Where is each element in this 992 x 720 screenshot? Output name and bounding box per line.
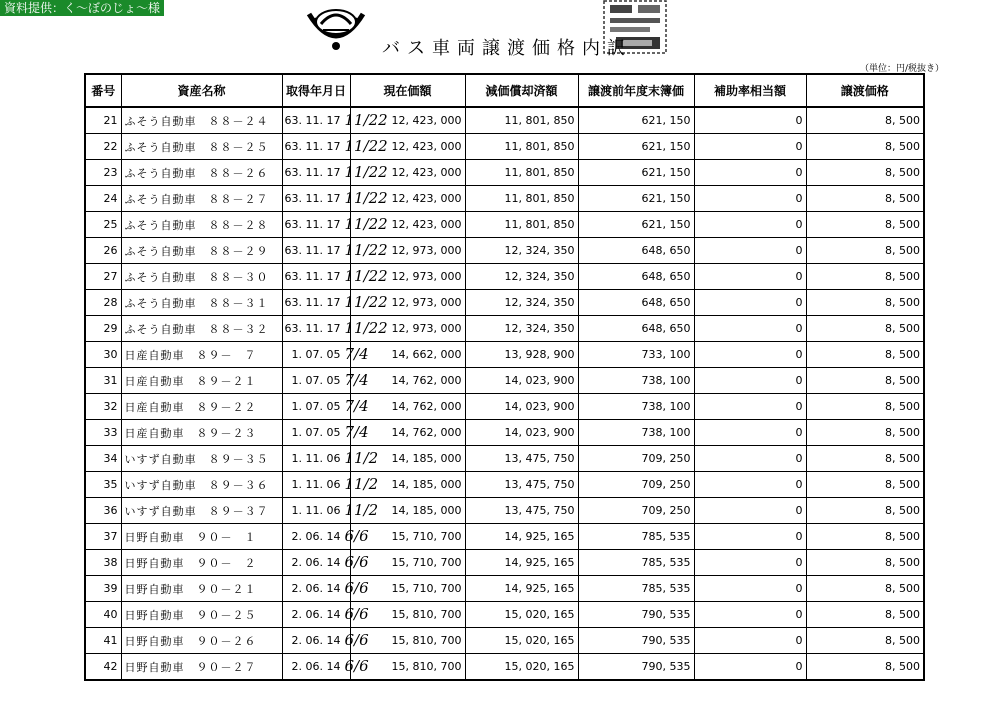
row-date-text: 1. 07. 05 [291,374,341,387]
row-depreciation: 14, 925, 165 [465,550,578,576]
table-row [85,654,924,681]
document-title: バス車両譲渡価格内訳 [382,38,632,59]
row-subsidy: 0 [694,290,806,316]
row-no: 39 [85,576,121,602]
row-no: 26 [85,238,121,264]
row-subsidy: 0 [694,394,806,420]
row-no: 27 [85,264,121,290]
handwritten-note: 11/22 [344,293,388,311]
table-row [85,264,924,290]
row-date-text: 2. 06. 14 [291,582,341,595]
row-asset-name: 日産自動車 ８９－ ７ [121,342,282,368]
row-asset-name: 日産自動車 ８９－２１ [121,368,282,394]
table-row [85,316,924,342]
row-current-value: 14, 185, 000 [350,446,465,472]
handwritten-note: 11/22 [344,163,388,181]
row-asset-name: 日野自動車 ９０－ ２ [121,550,282,576]
row-current-value: 14, 762, 000 [350,368,465,394]
row-subsidy: 0 [694,446,806,472]
row-date-text: 63. 11. 17 [284,114,341,127]
handwritten-note: 7/4 [344,371,369,389]
row-transfer-price: 8, 500 [806,316,924,342]
row-date-text: 1. 11. 06 [291,452,341,465]
row-current-value: 14, 762, 000 [350,420,465,446]
row-depreciation: 12, 324, 350 [465,238,578,264]
table-row [85,238,924,264]
row-current-value: 14, 185, 000 [350,472,465,498]
row-transfer-price: 8, 500 [806,186,924,212]
row-acquired-date [282,472,379,498]
row-date-text: 63. 11. 17 [284,244,341,257]
row-book-value: 790, 535 [578,628,694,654]
handwritten-note: 6/6 [344,657,369,675]
row-book-value: 738, 100 [578,368,694,394]
row-subsidy: 0 [694,160,806,186]
row-transfer-price: 8, 500 [806,550,924,576]
row-asset-name: ふそう自動車 ８８－３０ [121,264,282,290]
row-current-value: 14, 185, 000 [350,498,465,524]
row-date-text: 2. 06. 14 [291,556,341,569]
row-depreciation: 15, 020, 165 [465,602,578,628]
row-acquired-date [282,134,388,160]
handwritten-note: 11/22 [344,241,388,259]
row-asset-name: 日野自動車 ９０－ １ [121,524,282,550]
row-date-text: 63. 11. 17 [284,140,341,153]
row-acquired-date [282,628,369,654]
handwritten-note: 6/6 [344,527,369,545]
handwritten-note: 6/6 [344,605,369,623]
row-subsidy: 0 [694,654,806,681]
row-acquired-date [282,290,388,316]
row-book-value: 621, 150 [578,134,694,160]
handwritten-note: 7/4 [344,345,369,363]
row-acquired-date [282,550,369,576]
row-depreciation: 12, 324, 350 [465,290,578,316]
table-row [85,550,924,576]
row-acquired-date [282,602,369,628]
handwritten-note: 11/22 [344,267,388,285]
row-asset-name: 日野自動車 ９０－２７ [121,654,282,681]
row-transfer-price: 8, 500 [806,602,924,628]
row-depreciation: 11, 801, 850 [465,212,578,238]
row-date-text: 2. 06. 14 [291,608,341,621]
row-transfer-price: 8, 500 [806,134,924,160]
table-row [85,420,924,446]
handwritten-note: 6/6 [344,631,369,649]
row-acquired-date [282,212,388,238]
row-acquired-date [282,368,369,394]
row-acquired-date [282,160,388,186]
row-no: 34 [85,446,121,472]
row-no: 35 [85,472,121,498]
row-current-value: 12, 973, 000 [350,264,465,290]
row-subsidy: 0 [694,576,806,602]
row-date-text: 2. 06. 14 [291,634,341,647]
row-asset-name: 日野自動車 ９０－２６ [121,628,282,654]
row-depreciation: 15, 020, 165 [465,654,578,681]
row-subsidy: 0 [694,628,806,654]
row-date-text: 63. 11. 17 [284,270,341,283]
row-asset-name: 日野自動車 ９０－２１ [121,576,282,602]
row-current-value: 12, 973, 000 [350,290,465,316]
row-date-text: 63. 11. 17 [284,192,341,205]
row-acquired-date [282,107,388,134]
row-subsidy: 0 [694,186,806,212]
row-book-value: 648, 650 [578,264,694,290]
row-no: 21 [85,107,121,134]
row-transfer-price: 8, 500 [806,654,924,681]
row-date-text: 63. 11. 17 [284,322,341,335]
table-header-row [85,74,924,107]
row-depreciation: 12, 324, 350 [465,264,578,290]
header-no: 番号 [85,74,121,107]
row-depreciation: 13, 475, 750 [465,498,578,524]
row-date-text: 1. 11. 06 [291,504,341,517]
row-asset-name: ふそう自動車 ８８－２５ [121,134,282,160]
row-transfer-price: 8, 500 [806,394,924,420]
row-book-value: 621, 150 [578,160,694,186]
row-book-value: 621, 150 [578,212,694,238]
row-current-value: 12, 973, 000 [350,238,465,264]
row-current-value: 12, 423, 000 [350,186,465,212]
row-acquired-date [282,498,379,524]
row-subsidy: 0 [694,420,806,446]
row-acquired-date [282,654,369,681]
handwritten-note: 6/6 [344,579,369,597]
row-date-text: 2. 06. 14 [291,530,341,543]
row-transfer-price: 8, 500 [806,446,924,472]
table-row [85,524,924,550]
row-depreciation: 11, 801, 850 [465,107,578,134]
handwritten-note: 11/22 [344,215,388,233]
row-current-value: 15, 710, 700 [350,550,465,576]
row-current-value: 14, 762, 000 [350,394,465,420]
table-row [85,446,924,472]
table-row [85,394,924,420]
row-subsidy: 0 [694,368,806,394]
row-no: 37 [85,524,121,550]
row-transfer-price: 8, 500 [806,472,924,498]
unit-note: （単位：円/税抜き） [859,64,944,74]
row-acquired-date [282,316,388,342]
row-subsidy: 0 [694,238,806,264]
row-asset-name: 日野自動車 ９０－２５ [121,602,282,628]
row-no: 25 [85,212,121,238]
row-book-value: 621, 150 [578,107,694,134]
row-asset-name: いすず自動車 ８９－３７ [121,498,282,524]
row-subsidy: 0 [694,107,806,134]
row-book-value: 790, 535 [578,602,694,628]
row-no: 29 [85,316,121,342]
handwritten-note: 11/2 [344,449,379,467]
row-current-value: 12, 423, 000 [350,107,465,134]
handwritten-note: 11/2 [344,501,379,519]
row-depreciation: 13, 475, 750 [465,472,578,498]
row-acquired-date [282,186,388,212]
row-asset-name: ふそう自動車 ８８－２８ [121,212,282,238]
row-no: 22 [85,134,121,160]
row-depreciation: 14, 023, 900 [465,368,578,394]
row-date-text: 1. 11. 06 [291,478,341,491]
row-current-value: 12, 973, 000 [350,316,465,342]
row-subsidy: 0 [694,472,806,498]
row-depreciation: 14, 023, 900 [465,420,578,446]
row-depreciation: 14, 925, 165 [465,576,578,602]
row-current-value: 15, 710, 700 [350,576,465,602]
row-depreciation: 13, 475, 750 [465,446,578,472]
table-row [85,107,924,134]
table-row [85,472,924,498]
row-transfer-price: 8, 500 [806,368,924,394]
row-subsidy: 0 [694,316,806,342]
row-no: 32 [85,394,121,420]
row-current-value: 15, 810, 700 [350,654,465,681]
row-depreciation: 12, 324, 350 [465,316,578,342]
row-date-text: 2. 06. 14 [291,660,341,673]
row-acquired-date [282,576,369,602]
row-no: 36 [85,498,121,524]
row-no: 33 [85,420,121,446]
handwritten-note: 11/22 [344,189,388,207]
row-date-text: 1. 07. 05 [291,348,341,361]
row-depreciation: 11, 801, 850 [465,186,578,212]
handwritten-note: 11/22 [344,137,388,155]
row-acquired-date [282,238,388,264]
row-no: 24 [85,186,121,212]
handwritten-note: 11/22 [344,319,388,337]
row-subsidy: 0 [694,342,806,368]
table-row [85,134,924,160]
row-book-value: 790, 535 [578,654,694,681]
row-book-value: 733, 100 [578,342,694,368]
row-asset-name: ふそう自動車 ８８－３２ [121,316,282,342]
row-asset-name: ふそう自動車 ８８－２９ [121,238,282,264]
row-asset-name: ふそう自動車 ８８－２４ [121,107,282,134]
row-subsidy: 0 [694,550,806,576]
table-row [85,160,924,186]
row-subsidy: 0 [694,212,806,238]
row-acquired-date [282,342,369,368]
table-row [85,602,924,628]
row-depreciation: 14, 925, 165 [465,524,578,550]
row-acquired-date [282,446,379,472]
table-row [85,628,924,654]
row-book-value: 785, 535 [578,524,694,550]
row-date-text: 63. 11. 17 [284,296,341,309]
header-subsidy: 補助率相当額 [694,74,806,107]
row-asset-name: いすず自動車 ８９－３６ [121,472,282,498]
table-row [85,342,924,368]
row-transfer-price: 8, 500 [806,524,924,550]
row-book-value: 648, 650 [578,238,694,264]
bus-transfer-price-table [84,73,925,681]
source-credit-label: 資料提供：く～ぼのじょ～様 [0,0,164,16]
row-transfer-price: 8, 500 [806,498,924,524]
row-asset-name: いすず自動車 ８９－３５ [121,446,282,472]
row-no: 23 [85,160,121,186]
row-no: 42 [85,654,121,681]
table-row [85,212,924,238]
row-no: 38 [85,550,121,576]
row-no: 31 [85,368,121,394]
row-current-value: 14, 662, 000 [350,342,465,368]
row-transfer-price: 8, 500 [806,160,924,186]
row-asset-name: ふそう自動車 ８８－２６ [121,160,282,186]
header-depreciation: 減価償却済額 [465,74,578,107]
row-transfer-price: 8, 500 [806,212,924,238]
header-name: 資産名称 [121,74,282,107]
table-row [85,498,924,524]
seal-emblem-icon [303,0,369,58]
handwritten-note: 6/6 [344,553,369,571]
row-asset-name: ふそう自動車 ８８－３１ [121,290,282,316]
header-book-value: 譲渡前年度末簿価 [578,74,694,107]
handwritten-note: 7/4 [344,423,369,441]
row-depreciation: 11, 801, 850 [465,160,578,186]
row-no: 28 [85,290,121,316]
row-book-value: 709, 250 [578,472,694,498]
row-current-value: 15, 710, 700 [350,524,465,550]
row-book-value: 785, 535 [578,550,694,576]
row-book-value: 648, 650 [578,290,694,316]
row-date-text: 63. 11. 17 [284,166,341,179]
row-transfer-price: 8, 500 [806,576,924,602]
row-subsidy: 0 [694,264,806,290]
handwritten-note: 11/22 [344,111,388,129]
row-book-value: 709, 250 [578,498,694,524]
row-book-value: 648, 650 [578,316,694,342]
row-current-value: 12, 423, 000 [350,134,465,160]
row-transfer-price: 8, 500 [806,420,924,446]
row-acquired-date [282,264,388,290]
row-asset-name: 日産自動車 ８９－２２ [121,394,282,420]
row-depreciation: 14, 023, 900 [465,394,578,420]
row-current-value: 12, 423, 000 [350,160,465,186]
row-transfer-price: 8, 500 [806,342,924,368]
header-current-value: 現在価額 [350,74,465,107]
row-depreciation: 11, 801, 850 [465,134,578,160]
row-subsidy: 0 [694,134,806,160]
row-depreciation: 15, 020, 165 [465,628,578,654]
row-transfer-price: 8, 500 [806,107,924,134]
row-no: 40 [85,602,121,628]
row-book-value: 738, 100 [578,394,694,420]
row-subsidy: 0 [694,524,806,550]
row-book-value: 621, 150 [578,186,694,212]
row-depreciation: 13, 928, 900 [465,342,578,368]
row-book-value: 785, 535 [578,576,694,602]
row-current-value: 15, 810, 700 [350,602,465,628]
table-row [85,186,924,212]
row-no: 30 [85,342,121,368]
handwritten-note: 11/2 [344,475,379,493]
row-current-value: 15, 810, 700 [350,628,465,654]
row-subsidy: 0 [694,602,806,628]
row-date-text: 1. 07. 05 [291,426,341,439]
row-acquired-date [282,524,369,550]
row-asset-name: ふそう自動車 ８８－２７ [121,186,282,212]
row-subsidy: 0 [694,498,806,524]
table-row [85,368,924,394]
row-current-value: 12, 423, 000 [350,212,465,238]
row-acquired-date [282,394,369,420]
row-book-value: 738, 100 [578,420,694,446]
row-book-value: 709, 250 [578,446,694,472]
row-transfer-price: 8, 500 [806,264,924,290]
row-date-text: 63. 11. 17 [284,218,341,231]
row-transfer-price: 8, 500 [806,290,924,316]
header-date: 取得年月日 [282,74,350,107]
row-transfer-price: 8, 500 [806,238,924,264]
row-asset-name: 日産自動車 ８９－２３ [121,420,282,446]
table-row [85,576,924,602]
row-transfer-price: 8, 500 [806,628,924,654]
row-acquired-date [282,420,369,446]
handwritten-note: 7/4 [344,397,369,415]
table-row [85,290,924,316]
row-date-text: 1. 07. 05 [291,400,341,413]
header-transfer-price: 譲渡価格 [806,74,924,107]
row-no: 41 [85,628,121,654]
